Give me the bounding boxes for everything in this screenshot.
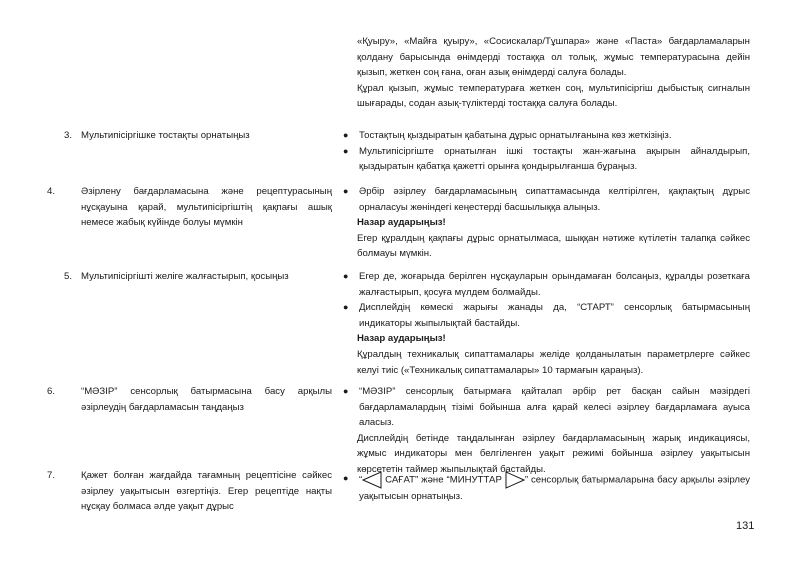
bullet-icon: ● <box>343 145 349 156</box>
bullet-icon: ● <box>343 473 349 483</box>
step-number: 3. <box>64 130 73 141</box>
list-item: ● Дисплейдің көмескі жарығы жанады да, “СТАРТ” сенсорлық батырмасының индикаторы жыпылықтай бастайды. <box>343 302 750 329</box>
step-5-content <box>343 269 750 378</box>
intro-paragraph: Құрал қызып, жұмыс температураға жеткен соң, мультипісіргіш дыбыстық сигналын шығарады, содан азық-түліктерді тостаққа салуға болады. <box>357 82 750 110</box>
bullet-icon: ● <box>343 302 349 313</box>
step-extra-text: Дисплейдің бетінде таңдалынған әзірлеу бағдарламасының жарық индикациясы, жұмыс индикаторы мен белгіленген уақыт режимі бойынша әзірлеу уақытысын көрсететін таймер жыпылықтай бастайды. <box>357 432 750 475</box>
triangle-right-icon <box>505 471 525 489</box>
bullet-icon: ● <box>343 386 349 396</box>
intro-block <box>357 34 750 112</box>
bullet-icon: ● <box>343 186 349 196</box>
step-number: 7. <box>47 470 56 481</box>
step-5-label <box>64 269 332 285</box>
step-3-content <box>343 128 750 175</box>
page-number: 131 <box>736 520 755 532</box>
step-3-label <box>64 128 332 144</box>
step-7-content <box>343 471 750 505</box>
bullet-icon: ● <box>343 271 349 281</box>
list-item: ● Егер де, жоғарыда берілген нұсқауларын орындамаған болсаңыз, құралды розеткаға жалғастырып, қосуға мүлдем болмайды. <box>343 271 750 298</box>
step-6-content <box>343 384 750 478</box>
step-number: 5. <box>64 271 73 282</box>
step-4-content <box>343 184 750 262</box>
step-number: 6. <box>47 386 56 397</box>
warning-title: Назар аударыңыз! <box>357 217 446 229</box>
step-7-label <box>47 468 332 515</box>
step-text: “МӘЗІР” сенсорлық батырмасына басу арқылы әзірлеудің бағдарламасын таңдаңыз <box>81 386 332 413</box>
list-item: ● Әрбір әзірлеу бағдарламасының сипаттамасында келтірілген, қақпақтың дұрыс орналасуы жөніндегі кеңестерді басшылыққа алыңыз. <box>343 186 750 213</box>
step-number: 4. <box>47 186 56 197</box>
triangle-left-icon <box>362 471 382 489</box>
intro-paragraph: «Қуыру», «Майға қуыру», «Сосискалар/Тұшпара» және «Паста» бағдарламаларын қолдану барысында өнімдерді тостаққа ол толық, жұмыс температурасына дейін қызып, жеткен соң ғана, оған азық өнімдерді салуға болады. <box>357 36 750 79</box>
warning-text: Егер құралдың қақпағы дұрыс орнатылмаса, шыққан нәтиже күтілетін талапқа сәйкес болмауы мүмкін. <box>357 232 750 260</box>
list-item: ● Мультипісіргіште орнатылған ішкі тостақты жан-жағына ақырын айналдырып, қыздыратын қабатқа қажетті орынға қондырылғанша бұраңыз. <box>343 145 750 173</box>
list-item: ● Тостақтың қыздыратын қабатына дұрыс орнатылғанына көз жеткізіңіз. <box>357 128 750 144</box>
step-text: Мультипісіргішті желіге жалғастырып, қосыңыз <box>81 271 289 282</box>
bullet-icon: ● <box>343 130 349 140</box>
step-text: Қажет болған жағдайда тағамның рецептісіне сәйкес әзірлеу уақытысын өзгертіңіз. Егер рецептіде нақты нұсқау болмаса әлде уақыт дұрыс <box>81 470 332 513</box>
list-item: ● “МӘЗІР” сенсорлық батырмаға қайталап әрбір рет басқан сайын мәзірдегі бағдарламалардың тізімі бойынша алға қарай келесі әзірлеу бағдарламаға ауыса аласыз. <box>343 386 750 429</box>
step-text: Мультипісіргішке тостақты орнатыңыз <box>81 130 250 141</box>
step-text: Әзірлену бағдарламасына және рецептурасының нұсқауына қарай, мультипісіргіштің қақпағы ашық немесе жабық күйінде болуы мүмкін <box>81 186 332 229</box>
warning-title: Назар аударыңыз! <box>357 333 446 345</box>
step-4-label <box>47 184 332 231</box>
list-item: ● “ САҒАТ” және “МИНУТТАР ” сенсорлық батырмаларына басу арқылы әзірлеу уақытысын орнатыңыз. <box>343 473 750 502</box>
warning-text: Құралдың техникалық сипаттамалары желіде қолданылатын параметрлерге сәйкес келуі тиіс («Техникалық сипаттамалары» 10 тармағын қараңыз). <box>357 348 750 376</box>
step-6-label <box>47 384 332 415</box>
